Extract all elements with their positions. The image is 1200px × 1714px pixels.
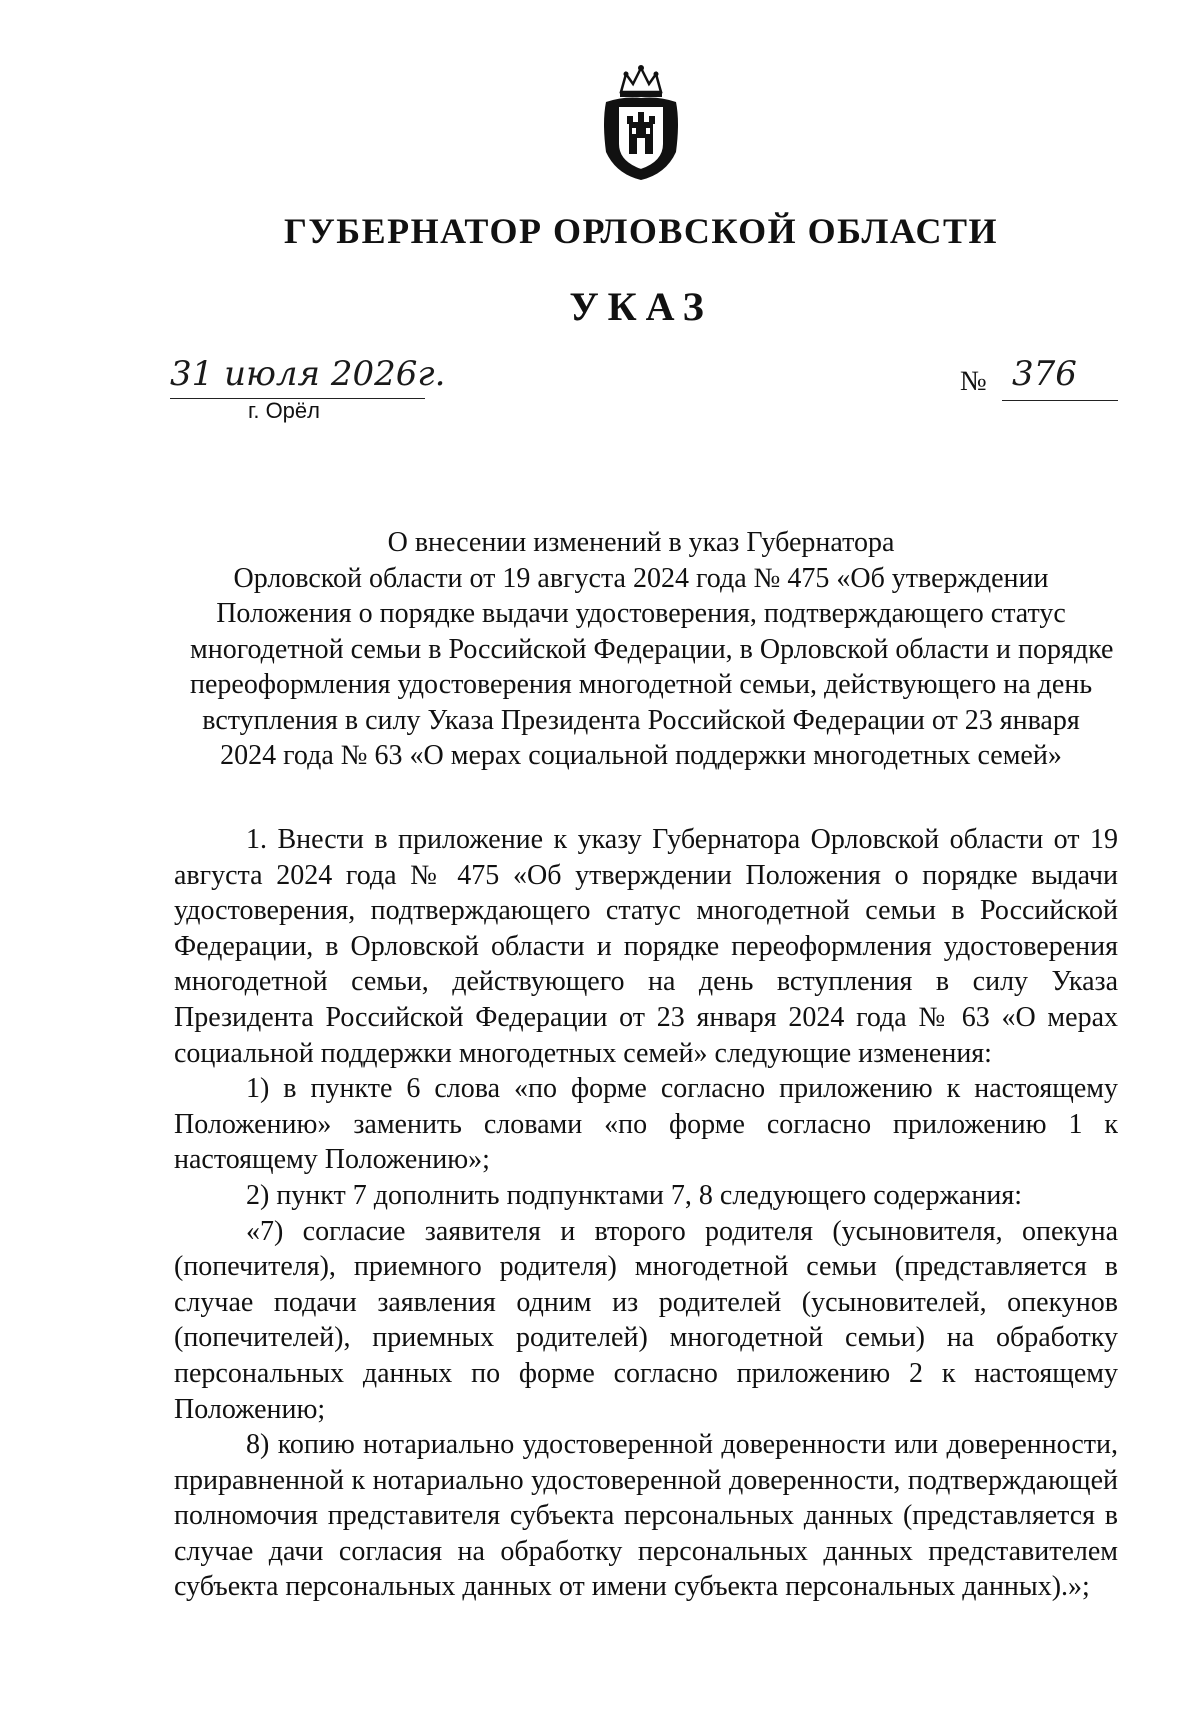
paragraph-subitem-8: 8) копию нотариально удостоверенной доверенности или доверенности, приравненной к нотариально удостоверенной доверенности, подтверждающей полномочия представителя субъекта персональных данных (представляется в случае дачи согласия на обработку персональных данных представителем субъекта персональных данных от имени субъекта персональных данных).»; [174,1429,1118,1603]
document-body [174,822,1118,1605]
document-type: УКАЗ [569,284,713,329]
heading-line: Положения о порядке выдачи удостоверения, подтверждающего статус [216,598,1066,629]
handwritten-date: 31 июля 2026г. [170,354,446,394]
paragraph-subitem-1: 1) в пункте 6 слова «по форме согласно приложению к настоящему Положению» заменить словами «по форме согласно приложению 1 к настоящему Положению»; [174,1073,1118,1176]
paragraph-subitem-7: «7) согласие заявителя и второго родителя (усыновителя, опекуна (попечителя), приемного родителя) многодетной семьи (представляется в случае подачи заявления одним из родителей (усыновителей, опекунов (попечителей), приемных родителей) многодетной семьи) на обработку персональных данных по форме согласно приложению 2 к настоящему Положению; [174,1215,1118,1425]
heading-line: вступления в силу Указа Президента Российской Федерации от 23 января [202,704,1080,736]
heading-line: 2024 года № 63 «О мерах социальной поддержки многодетных семей» [220,740,1062,771]
paragraph-subitem-2: 2) пункт 7 дополнить подпунктами 7, 8 следующего содержания: [246,1179,1023,1211]
paragraph-1: 1. Внести в приложение к указу Губернатора Орловской области от 19 августа 2024 года № 475 «Об утверждении Положения о порядке выдачи удостоверения, подтверждающего статус многодетной семьи в Российской Федерации, в Орловской области и порядке переоформления удостоверения многодетной семьи, действующего на день вступления в силу Указа Президента Российской Федерации от 23 января 2024 года № 63 «О мерах социальной поддержки многодетных семей» следующие изменения: [174,824,1118,1069]
city-label: г. Орёл [248,398,320,423]
date-block [170,354,490,423]
handwritten-number: 376 [1012,354,1077,394]
authority-title: ГУБЕРНАТОР ОРЛОВСКОЙ ОБЛАСТИ [283,211,999,251]
document-heading [190,525,1114,774]
heading-line: многодетной семьи в Российской Федерации, в Орловской области и порядке [190,633,1114,665]
heading-line: переоформления удостоверения многодетной семьи, действующего на день [190,669,1093,700]
number-underline [1002,400,1118,401]
number-block [960,354,1120,412]
heading-line: Орловской области от 19 августа 2024 года № 475 «Об утверждении [233,562,1049,594]
number-sign: № [960,366,987,397]
coat-of-arms-icon [596,62,686,182]
heading-line: О внесении изменений в указ Губернатора [387,527,895,558]
